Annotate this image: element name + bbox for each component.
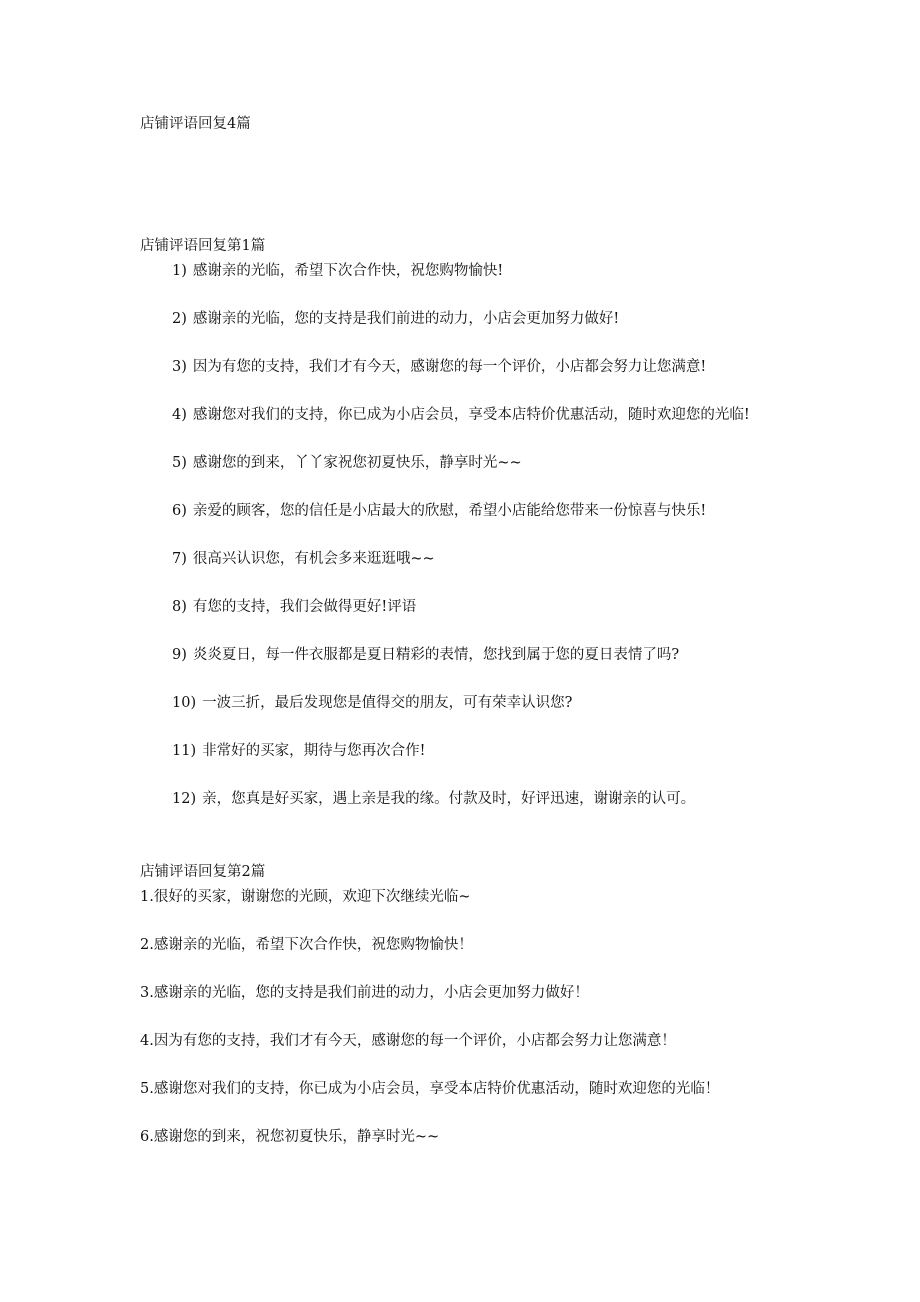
item-number: 8) (172, 599, 187, 615)
item-text: 感谢亲的光临，您的支持是我们前进的动力，小店会更加努力做好！ (153, 985, 589, 1001)
item-number: 9) (172, 647, 187, 663)
item-text: 亲，您真是好买家，遇上亲是我的缘。付款及时，好评迅速，谢谢亲的认可。 (202, 791, 696, 807)
section-1-list (140, 259, 790, 835)
list-item (140, 1125, 790, 1149)
item-text: 非常好的买家，期待与您再次合作! (202, 743, 426, 759)
item-number: 5. (140, 1081, 154, 1097)
item-text: 很高兴认识您，有机会多来逛逛哦~~ (192, 551, 435, 567)
list-item (140, 451, 790, 475)
item-text: 亲爱的顾客，您的信任是小店最大的欣慰，希望小店能给您带来一份惊喜与快乐! (192, 503, 707, 519)
section-1-heading: 店铺评语回复第1篇 (140, 238, 266, 254)
list-item (140, 403, 790, 427)
list-item (140, 787, 790, 811)
item-text: 感谢您对我们的支持，你已成为小店会员，享受本店特价优惠活动，随时欢迎您的光临! (192, 407, 750, 423)
item-text: 因为有您的支持，我们才有今天，感谢您的每一个评价，小店都会努力让您满意！ (153, 1033, 676, 1049)
list-item (140, 1029, 790, 1053)
list-item (140, 547, 790, 571)
list-item (140, 355, 790, 379)
item-text: 感谢亲的光临，希望下次合作快，祝您购物愉快！ (153, 937, 473, 953)
item-number: 6. (140, 1129, 154, 1145)
list-item (140, 259, 790, 283)
item-text: 感谢您对我们的支持，你已成为小店会员，享受本店特价优惠活动，随时欢迎您的光临！ (153, 1081, 720, 1097)
item-text: 感谢亲的光临，您的支持是我们前进的动力，小店会更加努力做好! (192, 311, 620, 327)
list-item (140, 307, 790, 331)
item-number: 4. (140, 1033, 154, 1049)
list-item (140, 499, 790, 523)
item-text: 感谢您的到来，祝您初夏快乐，静享时光~~ (153, 1129, 440, 1145)
section-2-heading: 店铺评语回复第2篇 (140, 864, 266, 880)
list-item (140, 691, 790, 715)
list-item (140, 1077, 790, 1101)
item-text: 很好的买家，谢谢您的光顾，欢迎下次继续光临~ (153, 889, 471, 905)
document-title: 店铺评语回复4篇 (140, 116, 251, 132)
item-number: 12) (172, 791, 197, 807)
item-text: 感谢您的到来，丫丫家祝您初夏快乐，静享时光~~ (192, 455, 522, 471)
list-item (140, 933, 790, 957)
item-number: 3. (140, 985, 154, 1001)
list-item (140, 739, 790, 763)
item-text: 有您的支持，我们会做得更好!评语 (192, 599, 417, 615)
item-text: 炎炎夏日，每一件衣服都是夏日精彩的表情，您找到属于您的夏日表情了吗? (192, 647, 680, 663)
item-number: 5) (172, 455, 187, 471)
item-number: 1) (172, 263, 187, 279)
section-2-list (140, 885, 790, 1173)
item-number: 1. (140, 889, 154, 905)
list-item (140, 981, 790, 1005)
list-item (140, 643, 790, 667)
item-number: 11) (172, 743, 197, 759)
item-number: 2. (140, 937, 154, 953)
item-number: 10) (172, 695, 197, 711)
item-number: 6) (172, 503, 187, 519)
list-item (140, 595, 790, 619)
item-number: 7) (172, 551, 187, 567)
item-text: 因为有您的支持，我们才有今天，感谢您的每一个评价，小店都会努力让您满意! (192, 359, 707, 375)
item-number: 4) (172, 407, 187, 423)
item-number: 2) (172, 311, 187, 327)
item-text: 感谢亲的光临，希望下次合作快，祝您购物愉快! (192, 263, 504, 279)
item-text: 一波三折，最后发现您是值得交的朋友，可有荣幸认识您? (202, 695, 573, 711)
list-item (140, 885, 790, 909)
item-number: 3) (172, 359, 187, 375)
